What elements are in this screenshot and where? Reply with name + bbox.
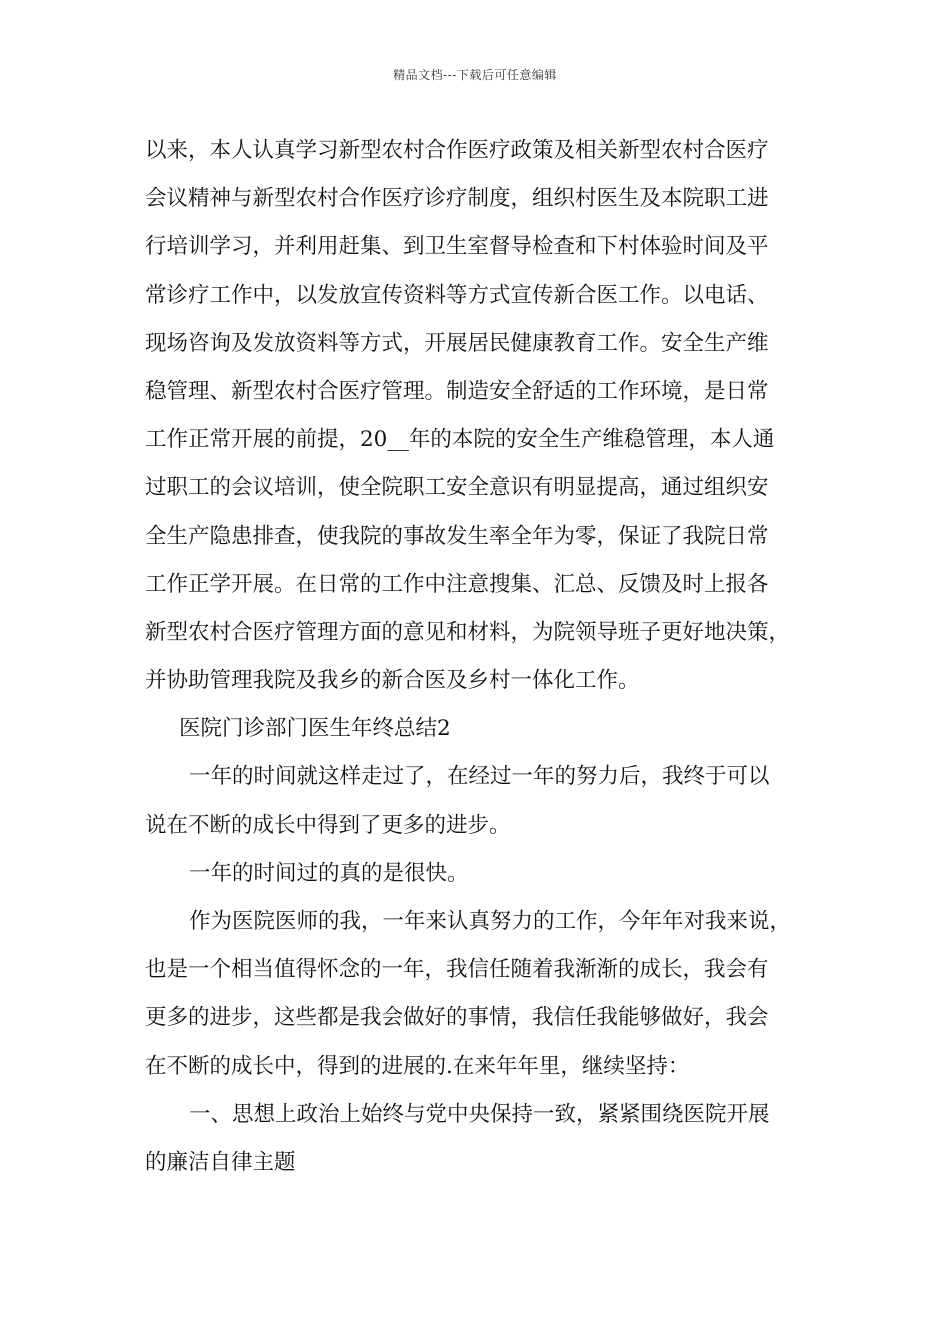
paragraph-line: 一年的时间过的真的是很快。 (189, 860, 469, 886)
paragraph-line: 全生产隐患排查，使我院的事故发生率全年为零，保证了我院日常 (145, 523, 769, 549)
paragraph-line: 一、思想上政治上始终与党中央保持一致，紧紧围绕医院开展 (189, 1101, 770, 1127)
paragraph-line: 过职工的会议培训，使全院职工安全意识有明显提高，通过组织安 (145, 475, 769, 501)
section-heading: 医院门诊部门医生年终总结2 (179, 716, 451, 742)
paragraph-line: 常诊疗工作中，以发放宣传资料等方式宣传新合医工作。以电话、 (145, 282, 769, 308)
paragraph-line: 说在不断的成长中得到了更多的进步。 (145, 812, 511, 838)
paragraph-line: 也是一个相当值得怀念的一年，我信任随着我渐渐的成长，我会有 (145, 957, 769, 983)
paragraph-line: 的廉洁自律主题 (145, 1149, 296, 1175)
document-body (145, 127, 835, 1187)
paragraph-line: 稳管理、新型农村合医疗管理。制造安全舒适的工作环境，是日常 (145, 378, 769, 404)
paragraph-line: 以来，本人认真学习新型农村合作医疗政策及相关新型农村合医疗 (145, 138, 769, 163)
paragraph-line: 并协助管理我院及我乡的新合医及乡村一体化工作。 (145, 668, 640, 694)
paragraph-line: 行培训学习，并利用赶集、到卫生室督导检查和下村体验时间及平 (145, 234, 769, 260)
paragraph-line: 现场咨询及发放资料等方式，开展居民健康教育工作。安全生产维 (145, 330, 769, 356)
paragraph-line: 新型农村合医疗管理方面的意见和材料，为院领导班子更好地决策， (145, 619, 791, 645)
paragraph-line: 一年的时间就这样走过了，在经过一年的努力后，我终于可以 (189, 764, 770, 790)
paragraph-line: 会议精神与新型农村合作医疗诊疗制度，组织村医生及本院职工进 (145, 186, 769, 212)
paragraph-line: 更多的进步，这些都是我会做好的事情，我信任我能够做好，我会 (145, 1005, 769, 1031)
paragraph-line: 工作正常开展的前提，20__年的本院的安全生产维稳管理，本人通 (145, 427, 775, 453)
paragraph-line: 在不断的成长中，得到的进展的.在来年年里，继续坚持： (145, 1053, 690, 1079)
paragraph-line: 工作正学开展。在日常的工作中注意搜集、汇总、反馈及时上报各 (145, 571, 769, 597)
paragraph-line: 作为医院医师的我，一年来认真努力的工作，今年年对我来说， (189, 909, 792, 934)
page-header: 精品文档---下载后可任意编辑 (393, 68, 557, 82)
